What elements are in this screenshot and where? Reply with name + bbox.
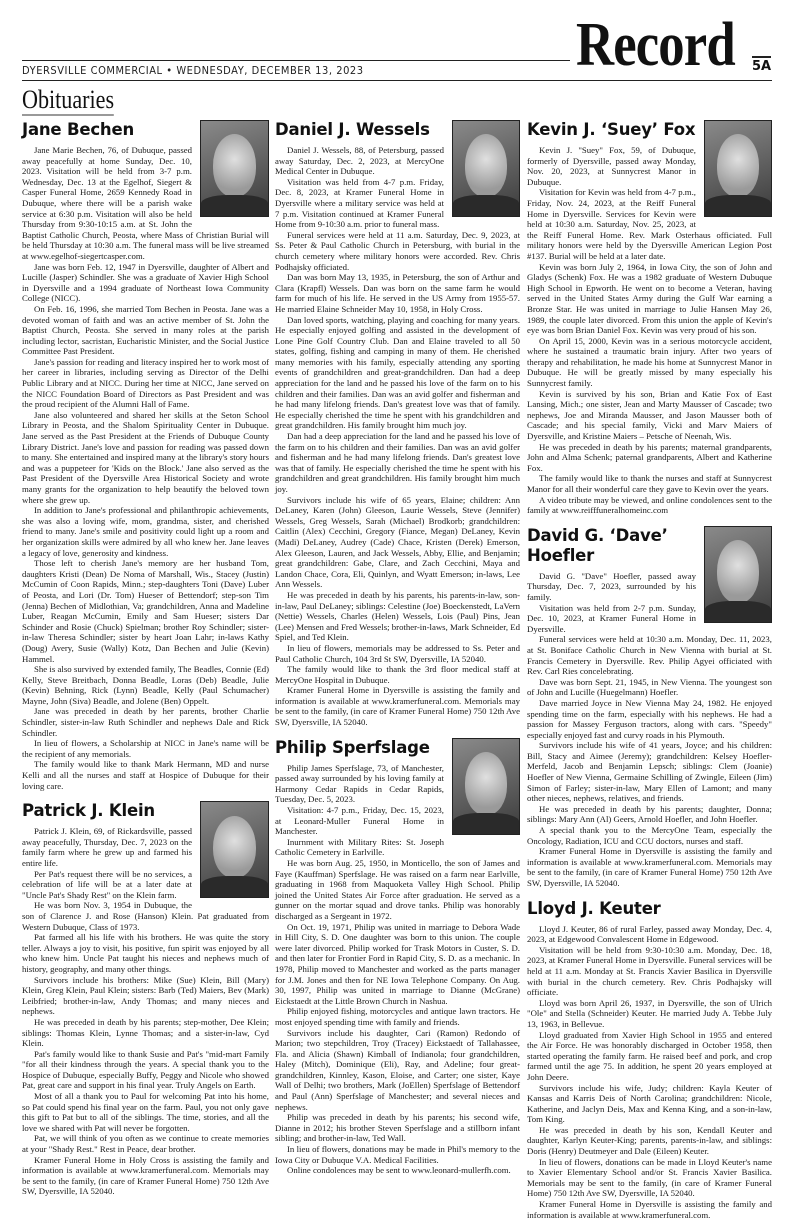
obituary-paragraph: The family would like to thank the 3rd floor medical staff at MercyOne Hospital in Dubuque. bbox=[275, 664, 520, 685]
obituary-paragraph: In lieu of flowers, a Scholarship at NICC in Jane's name will be the recipient of any memorials. bbox=[22, 738, 269, 759]
obituary-paragraph: Lloyd J. Keuter, 86 of rural Farley, passed away Monday, Dec. 4, 2023, at Edgewood Convalescent Home in Edgewood. bbox=[527, 923, 772, 945]
obituary-paragraph: In addition to Jane's professional and philanthropic achievements, she was also a loving wife, mom, grandma, sister, and cherished friend to many. Jane's smile and positivity could light up a room and her organization skills were admired by all who knew her. Jane leaves a legacy of love, generosity and kindness. bbox=[22, 505, 269, 558]
obituary-paragraph: Jane Marie Bechen, 76, of Dubuque, passed away peacefully at home Sunday, Dec. 10, 2023. Visitation will be held from 3-7 p.m. Wednesday, Dec. 13 at the Egelhof, Siegert & Casper Funeral Home, 2659 Kennedy Road in Dubuque, where there will be a parish wake service at 6:30 p.m. Visitation will also be held Thursday from 9:30-10:15 a.m. at St. John the Baptist Catholic Church, Peosta, where Mass of Christian Burial will be held Thursday at 10:30 a.m. The funeral mass will be live streamed at www.egelhof-siegertcasper.com. bbox=[22, 145, 269, 261]
obituary-paragraph: He was born Nov. 3, 1954 in Dubuque, the son of Clarence J. and Rose (Hanson) Klein. Pat graduated from Western Dubuque, Class of 1973. bbox=[22, 900, 269, 932]
obituary-paragraph: Kevin was born July 2, 1964, in Iowa City, the son of John and Gladys (Schenk) Fox. He was a 1982 graduate of Western Dubuque High School in Epworth. He went on to become a Veteran, having served in the United States Army during the Gulf War earning a Bronze Star. He was united in marriage to Julie Hansen May 26, 1989, the couple later divorced. From this union the apple of Kevin's eye was born Brian Daniel Fox. Kevin was very proud of his son. bbox=[527, 261, 772, 336]
obituary-paragraph: Survivors include his wife, Judy; children: Kayla Keuter of Kansas and Karris Deis of North Carolina; grandchildren: Nicole, Katherine, and Jaclyn Deis, Max and Kenna King, and a son-in-law, Tom King. bbox=[527, 1082, 772, 1125]
obituary-paragraph: Dave married Joyce in New Vienna May 24, 1982. He enjoyed spending time on the farm, especially with his nephews. He had a passion for Massey Ferguson tractors, along with cars. "Speedy" especially enjoyed fast and curvy roads in his Plymouth. bbox=[527, 697, 772, 740]
obituary-paragraph: A video tribute may be viewed, and online condolences sent to the family at www.reifffuneralhomeinc.com bbox=[527, 494, 772, 516]
obituary-paragraph: Dan was born May 13, 1935, in Petersburg, the son of Arthur and Clara (Krapfl) Wessels. Dan was born on the same farm he would farm for much of his life. He served in the US Army from 1955-57. He married Elaine Schneider May 10, 1958, in Holy Cross. bbox=[275, 272, 520, 314]
obituary-paragraph: Philip enjoyed fishing, motorcycles and antique lawn tractors. He most enjoyed spending time with family and friends. bbox=[275, 1006, 520, 1027]
portrait-photo bbox=[704, 526, 772, 623]
obituary-paragraph: David G. "Dave" Hoefler, passed away Thursday, Dec. 7, 2023, surrounded by his family. bbox=[527, 570, 696, 602]
obituary-name: Patrick J. Klein bbox=[22, 801, 155, 821]
obituary-name: David G. ‘Dave’ Hoefler bbox=[527, 525, 668, 565]
obituary-paragraph: The family would like to thank Mark Hermann, MD and nurse Kelli and all the nurses and staff at Hospice of Dubuque for their loving care. bbox=[22, 759, 269, 791]
obituary-paragraph: Visitation was held from 4-7 p.m. Friday, Dec. 8, 2023, at Kramer Funeral Home in Dyersville where a military service was held at 7 p.m. Visitation continued at Kramer Funeral Home from 9-10:30 a.m. prior to funeral mass. bbox=[275, 176, 444, 230]
obituary-paragraph: Most of all a thank you to Paul for welcoming Pat into his home, so Pat could spend his final year on the farm. Paul, you not only gave this gift to Pat but to all of the siblings. The time, stories, and all the love we shared with Pat will never be forgotten. bbox=[22, 1091, 269, 1133]
obituary-paragraph: Visitation will be held from 9:30-10:30 a.m. Monday, Dec. 18, 2023, at Kramer Funeral Home in Dyersville. Funeral services will be held at 11 a.m. Monday at St. Francis Xavier Basilica in Dyersville with burial in the church cemetery. Rev. Chris Podhajsky will officiate. bbox=[527, 944, 772, 998]
obituary-dave-hoefler bbox=[527, 526, 772, 889]
obituary-paragraph: Pat, we will think of you often as we continue to create memories at your "Shady Rest." Rest in Peace, dear brother. bbox=[22, 1133, 269, 1155]
obituary-paragraph: Philip James Sperfslage, 73, of Manchester, passed away surrounded by his loving family at Harmony Cedar Rapids in Cedar Rapids, Tuesday, Dec. 5, 2023. bbox=[275, 762, 444, 805]
obituary-kevin-fox bbox=[527, 120, 772, 516]
portrait-photo bbox=[452, 120, 520, 217]
obituary-paragraph: Per Pat's request there will be no services, a celebration of life will be at a later date at "Uncle Pat's Shady Rest" on the Klein farm. bbox=[22, 868, 192, 900]
obituary-paragraph: He was preceded in death by his parents; daughter, Donna; siblings: Mary Ann (Al) Geers, Arnold Hoefler, and John Hoefler. bbox=[527, 803, 772, 825]
obituary-jane-bechen bbox=[22, 120, 269, 791]
portrait-photo bbox=[452, 738, 520, 835]
obituary-lloyd-keuter bbox=[527, 899, 772, 1221]
header-rule bbox=[22, 60, 570, 61]
page-heading: Obituaries bbox=[22, 85, 115, 114]
obituary-paragraph: She is also survived by extended family, The Beadles, Connie (Ed) Kelly, Steve Breitbach, Donna Beadle, Loras (Deb) Beadle, Julie (Kevin) Behning, Rick (Lynn) Beadle, Kelly (Paul Schumacher) Mayne, John (Siva) Beadle, and Jolene (Ben) Oppelt. bbox=[22, 664, 269, 706]
obituary-paragraph: Visitation: 4-7 p.m., Friday, Dec. 15, 2023, at Leonard-Muller Funeral Home in Manchester. bbox=[275, 805, 444, 837]
obituary-paragraph: Funeral services were held at 10:30 a.m. Monday, Dec. 11, 2023, at St. Boniface Catholic Church in New Vienna with burial at St. Francis Cemetery in Dyersville. Rev. Philip Agyei officiated with Rev. Carl Ries concelebrating. bbox=[527, 634, 772, 677]
obituary-paragraph: In lieu of flowers, donations can be made in Lloyd Keuter's name to Xavier Elementary School and/or St. Francis Xavier Basilica. Memorials may be sent to the family, (in care of Kramer Funeral Home) 750 12th Ave SW, Dyersville, IA 52040. bbox=[527, 1156, 772, 1199]
masthead-dateline: DYERSVILLE COMMERCIAL • WEDNESDAY, DECEMBER 13, 2023 bbox=[22, 64, 364, 77]
obituary-paragraph: Survivors include his daughter, Cari (Ramon) Redondo of Marion; two stepchildren, Troy (Tracey) Eickstaedt of Tallahassee, Fla. and Alicia (Shawn) Kimball of Indianola; four grandchildren, Haley (Mitch), Dominique (Eli), Ray, and Adeline; four great-grandchildren, Kinnley, Kason, Eloise, and Carter; one sister, Kaye Wall of Delhi; two brothers, Mark (JoEllen) Sperfslage of Bettendorf and Paul (Ann) Sperfslage of Manchester; and several nieces and nephews. bbox=[275, 1027, 520, 1112]
obituary-name: Daniel J. Wessels bbox=[275, 120, 430, 139]
obituary-paragraph: Survivors include his wife of 65 years, Elaine; children: Ann DeLaney, Karen (John) Gleeson, Laurie Wessels, Steve (Jennifer) Wessels, Greg Wessels, Sarah (Michael) Brodkorb; grandchildren: Caitlin (Alex) Cecchini, Gregory (Fiance, Megan) DeLaney, Kevin (Madi) DeLaney, Audrey (Cade) Chace, Kristen (Derek) Emerson, Alex Gleeson, Lauren, and Jack Wessels, Abby, Ellie, and Benjamin; great grandchildren: Gabe, Clare, and Zach Cecchini, Maya and Landon Chace, Cora, Eli, Quinlyn, and Wyatt Emerson; in-laws, Lee Ann Wessels. bbox=[275, 494, 520, 590]
obituary-paragraph: Jane also volunteered and shared her skills at the Seton School Library in Peosta, and the Shalom Spirituality Center in Dubuque. Jane served as the Past President at the Friends of Dubuque County Library District. Jane's love and passion for reading was passed down to many. She entertained and inspired many at the library's story hours and was a puppeteer for 'Kids on the Block.' Jane also served as the Past President of the Dyersville Area Historical Society and wrote many grants for the organization to help beautify the beloved town where she grew up. bbox=[22, 409, 269, 505]
obituary-paragraph: Patrick J. Klein, 69, of Rickardsville, passed away peacefully, Thursday, Dec. 7, 2023 on the family farm where he grew up and farmed his entire life. bbox=[22, 826, 192, 868]
obituary-paragraph: A special thank you to the MercyOne Team, especially the Oncology, Radiation, ICU and CCU doctors, nurses and staff. bbox=[527, 825, 772, 846]
obituary-name: Philip Sperfslage bbox=[275, 737, 430, 757]
obituary-paragraph: Jane was preceded in death by her parents, brother Charlie Schindler, sister-in-law Ruth Schindler and nephews Dale and Rick Schindler. bbox=[22, 706, 269, 738]
obituary-paragraph: Kevin is survived by his son, Brian and Katie Fox of East Lansing, Mich.; one sister, Jean and Marty Mausser of Cascade; two nephews, Joe and Miranda Mausser, and Jason Mausser both of Cascade; and his special family, Vicki and Marv Maiers of Dyersville, and Kristine Maiers – Petsche of Neenah, Wis. bbox=[527, 388, 772, 442]
obituary-paragraph: He was preceded in death by his parents, his parents-in-law, son-in-law, Paul DeLaney; siblings: Celestine (Joe) Boeckenstedt, LaVern (Nettie) Wessels, Charles (Helen) Wessels, Lois (Paul) Pins, Jean (Lee) Mensen and Fred Wessels; brother-in-laws, Mark Schneider, Ed Spiel, and Ted Klein. bbox=[275, 589, 520, 643]
obituary-patrick-klein bbox=[22, 801, 269, 1197]
obituary-paragraph: Pat's family would like to thank Susie and Pat's "mid-mart Family "for all their kindness through the years. A special thank you to the Hospice of Dubuque, especially Buffy, Peggy and Nicole who showed Pat, great care and support in his final year. Truly Angels on Earth. bbox=[22, 1048, 269, 1091]
page-number: 5A bbox=[752, 56, 771, 74]
obituary-paragraph: Pat farmed all his life with his brothers. He was quite the story teller. Always a joy to visit, his positive, fun spirit was enjoyed by all who knew him. Uncle Pat taught his nieces and nephews much of history, geography, and many other things. bbox=[22, 932, 269, 974]
obituary-paragraph: He was preceded in death by his parents; step-mother, Dee Klein; siblings: Thomas Klein, Lynne Thomas; and a sister-in-law, Cyd Klein. bbox=[22, 1016, 269, 1049]
obituary-paragraph: On Feb. 16, 1996, she married Tom Bechen in Peosta. Jane was a devoted woman of faith and was an active member of St. John the Baptist Church, Peosta. She served in many roles at the parish including lector, sacristan, Eucharistic Minister, and the Social Justice Committee Past President. bbox=[22, 303, 269, 357]
obituary-paragraph: Kramer Funeral Home in Holy Cross is assisting the family and information is available at www.kramerfuneral.com. Memorials may be sent to the family, (in care of Kramer Funeral Home) 750 12th Ave SW, Dyersville, IA 52040. bbox=[22, 1154, 269, 1197]
obituary-paragraph: On Oct. 19, 1971, Philip was united in marriage to Debora Wade in Hill City, S. D. One daughter was born to this union. The couple were later divorced. Philip worked for Trask Motors in Custer, S. D. and then later for Frontier Ford in Rapid City, S. D. as a mechanic. In 1978, Philip moved to Manchester and worked as the parts manager for J.M. Jones and then for NE Iowa Telephone Company. On Aug. 30, 1997, Philip was united in marriage to Dianne (McGrane) Eickstaedt at the Little Brown Church in Nashua. bbox=[275, 921, 520, 1006]
obituary-paragraph: On April 15, 2000, Kevin was in a serious motorcycle accident, where he sustained a traumatic brain injury. After two years of therapy and rehabilitation, he made his home at Sunnycrest Manor in Dubuque. He will be greatly missed by many especially his Sunnycrest family. bbox=[527, 335, 772, 389]
obituary-paragraph: Jane's passion for reading and literacy inspired her to work most of her career in libraries, including serving as Director of the Delhi Public Library and at NICC. During her time at NICC, Jane served on the NICC Foundation Board of Directors as Past President and was the proud recipient of the Alumni Hall of Fame. bbox=[22, 356, 269, 410]
obituary-paragraph: Funeral services were held at 11 a.m. Saturday, Dec. 9, 2023, at Ss. Peter & Paul Catholic Church in Petersburg, with burial in the church cemetery where military honors were accorded. Rev. Chris Podhajsky officiated. bbox=[275, 229, 520, 272]
obituary-daniel-wessels bbox=[275, 120, 520, 728]
obituary-paragraph: He was born Aug. 25, 1950, in Monticello, the son of James and Faye (Kauffman) Sperfslage. He was raised on a farm near Earlville, graduating in 1968 from Maquoketa Valley High School. Philip joined the United States Air Force after graduation. He served as a gunner on the mortar squad and drove tanks. Philip was honorably discharged as a Sergeant in 1972. bbox=[275, 858, 520, 921]
column-3 bbox=[527, 120, 772, 1230]
portrait-photo bbox=[200, 801, 269, 898]
portrait-photo bbox=[704, 120, 772, 217]
obituary-paragraph: Kramer Funeral Home in Dyersville is assisting the family and information is available at www.kramerfuneral.com. Memorials may be sent to the family, (in care of Kramer Funeral Home) 750 12th Ave SW, Dyersville, IA 52040. bbox=[527, 846, 772, 888]
obituary-paragraph: Dan had a deep appreciation for the land and he passed his love of the farm on to his children and their families. Dan was an avid golfer and fisherman and he had many lifelong friends. Dan's greatest love was that of family. He especially cherished the time he spent with his grandchildren and great grandchildren. His family brought him much joy. bbox=[275, 431, 520, 494]
obituary-paragraph: Kramer Funeral Home in Dyersville is assisting the family and information is available at www.kramerfuneral.com. bbox=[527, 1199, 772, 1220]
obituary-paragraph: Kramer Funeral Home in Dyersville is assisting the family and information is available at www.kramerfuneral.com. Memorials may be sent to the family, (in care of Kramer Funeral Home) 750 12th Ave SW, Dyersville, IA 52040. bbox=[275, 685, 520, 728]
obituary-paragraph: Online condolences may be sent to www.leonard-mullerfh.com. bbox=[287, 1165, 511, 1176]
obituary-paragraph: Those left to cherish Jane's memory are her husband Tom, daughters Kristi (Dean) De Noma of Marshall, Wis., Stacey (Justin) McCumin of Coon Rapids, Minn.; step-daughters Toni (Dave) Luber of Peosta, and Lori (Dr. Tom) Hueser of Bettendorf; step-son Tim (Jenna) Bechen of Midlothian, Va; grandchildren, Anna and Madeline Luber, Reagan McCumin, Emily and Sam Hueser; sisters Dar Schinder and Rosie (Chuck) Spielman; brother Roy Schindler; sister-in-law Theresa Schindler; sister by heart Joan Lahr; in-laws Kathy (Doug) Avery, Susie (Wally) Kotz, Dan Bechen and Julie (Kevin) Hammel. bbox=[22, 558, 269, 664]
obituary-paragraph: Kevin J. "Suey" Fox, 59, of Dubuque, formerly of Dyersville, passed away Monday, Nov. 20, 2023, at Sunnycrest Manor in Dubuque. bbox=[527, 145, 696, 187]
obituary-paragraph: Lloyd was born April 26, 1937, in Dyersville, the son of Ulrich "Ole" and Stella (Schneider) Keuter. He married Judy A. Tebbe July 13, 1963, in Bellevue. bbox=[527, 997, 772, 1029]
obituary-paragraph: Inurnment with Military Rites: St. Joseph Catholic Cemetery in Earlville. bbox=[275, 836, 444, 858]
obituary-paragraph: Dan loved sports, watching, playing and coaching for many years. He especially enjoyed golfing and assisted in the development of Lone Pine Golf Country Club. Dan and Elaine traveled to all 50 states, golfing, fishing and camping in many of them. He cherished many memories with his family, especially attending any sporting events of grandchildren and great-grandchildren. Dan had a deep appreciation for the land and he passed his love of the farm on to his children and their families. Dan was an avid golfer and fisherman and he had many lifelong friends. Dan's greatest love was that of family. He especially cherished the time he spent with his grandchildren and great grandchildren. His family brought him much joy. bbox=[275, 314, 520, 431]
obituary-paragraph: Visitation was held from 2-7 p.m. Sunday, Dec. 10, 2023, at Kramer Funeral Home in Dyersville. bbox=[527, 602, 696, 634]
obituary-philip-sperfslage bbox=[275, 738, 520, 1176]
obituary-paragraph: Philip was preceded in death by his parents; his second wife, Dianne in 2012; his brother Steven Sperfslage and a stillborn infant sibling; and brother-in-law, Ted Wall. bbox=[275, 1112, 520, 1144]
column-2 bbox=[275, 120, 520, 1186]
obituary-name: Kevin J. ‘Suey’ Fox bbox=[527, 120, 696, 139]
obituary-paragraph: In lieu of flowers, memorials may be addressed to Ss. Peter and Paul Catholic Church, 104 3rd St SW, Dyersville, IA 52040. bbox=[275, 642, 520, 664]
obituary-paragraph: Visitation for Kevin was held from 4-7 p.m., Friday, Nov. 24, 2023, at the Reiff Funeral Home in Dyersville. Services for Kevin were held at 10:30 a.m. Saturday, Nov. 25, 2023, at the Reiff Funeral Home. Rev. Mark Osterhaus officiated. Full military honors were held by the Dyersville American Legion Post #137. Burial will be held at a later date. bbox=[527, 187, 772, 261]
obituary-paragraph: He was preceded in death by his parents; maternal grandparents, John and Alma Schenk; paternal grandparents, Albert and Katherine Fox. bbox=[527, 441, 772, 473]
obituary-name: Jane Bechen bbox=[22, 120, 134, 139]
obituary-paragraph: Jane was born Feb. 12, 1947 in Dyersville, daughter of Albert and Lucille (Jasper) Schindler. She was a graduate of Xavier High School in Dyersville and a 1994 graduate of Northeast Iowa Community College (NICC). bbox=[22, 261, 269, 304]
obituary-paragraph: Survivors include his wife of 41 years, Joyce; and his children: Bill, Stacy and Aimee (Jeremy); grandchildren: Kelsey Hoefler-Merfeld, Jacob and Benjamin Lepsch; siblings: Clem (Joanie) Hoefler of New Vienna, Germaine Schilling of Zwingle, Eileen (Jim) Simon of Farley; sister-in-law, Mary Ellen of Lamont; and many other nieces, nephews, relatives, and friends. bbox=[527, 740, 772, 804]
portrait-photo bbox=[200, 120, 269, 217]
column-1 bbox=[22, 120, 269, 1207]
obituary-paragraph: He was preceded in death by his son, Kendall Keuter and daughter, Karlyn Keuter-King; parents, parents-in-law, and siblings: Doris (Henry) Deutmeyer and Dale (Eileen) Keuter. bbox=[527, 1124, 772, 1157]
obituary-name: Lloyd J. Keuter bbox=[527, 898, 661, 918]
section-title: Record bbox=[576, 11, 735, 79]
obituary-paragraph: Survivors include his brothers: Mike (Sue) Klein, Bill (Mary) Klein, Greg Klein, Paul Klein; sisters: Barb (Ted) Maiers, Bev (Mark) Leibfried; brother-in-law, Andy Thomas; and many nieces and nephews. bbox=[22, 974, 269, 1017]
obituary-paragraph: Daniel J. Wessels, 88, of Petersburg, passed away Saturday, Dec. 2, 2023, at MercyOne Medical Center in Dubuque. bbox=[275, 145, 444, 177]
obituary-paragraph: Lloyd graduated from Xavier High School in 1955 and entered the Air Force. He was honorably discharged in October 1958, then started operating the family farm. He raised beef and pork, and crop farmed until the age 75. In addition, he spent 20 years employed at John Deere. bbox=[527, 1029, 772, 1082]
obituary-paragraph: In lieu of flowers, donations may be made in Phil's memory to the Iowa City or Dubuque V.A. Medical Facilities. bbox=[275, 1144, 520, 1165]
obituary-paragraph: Dave was born Sept. 21, 1945, in New Vienna. The youngest son of John and Lucille (Huegelmann) Hoefler. bbox=[527, 676, 772, 698]
header-divider bbox=[22, 80, 772, 81]
obituary-paragraph: The family would like to thank the nurses and staff at Sunnycrest Manor for all their wonderful care they gave to Kevin over the years. bbox=[527, 473, 772, 494]
